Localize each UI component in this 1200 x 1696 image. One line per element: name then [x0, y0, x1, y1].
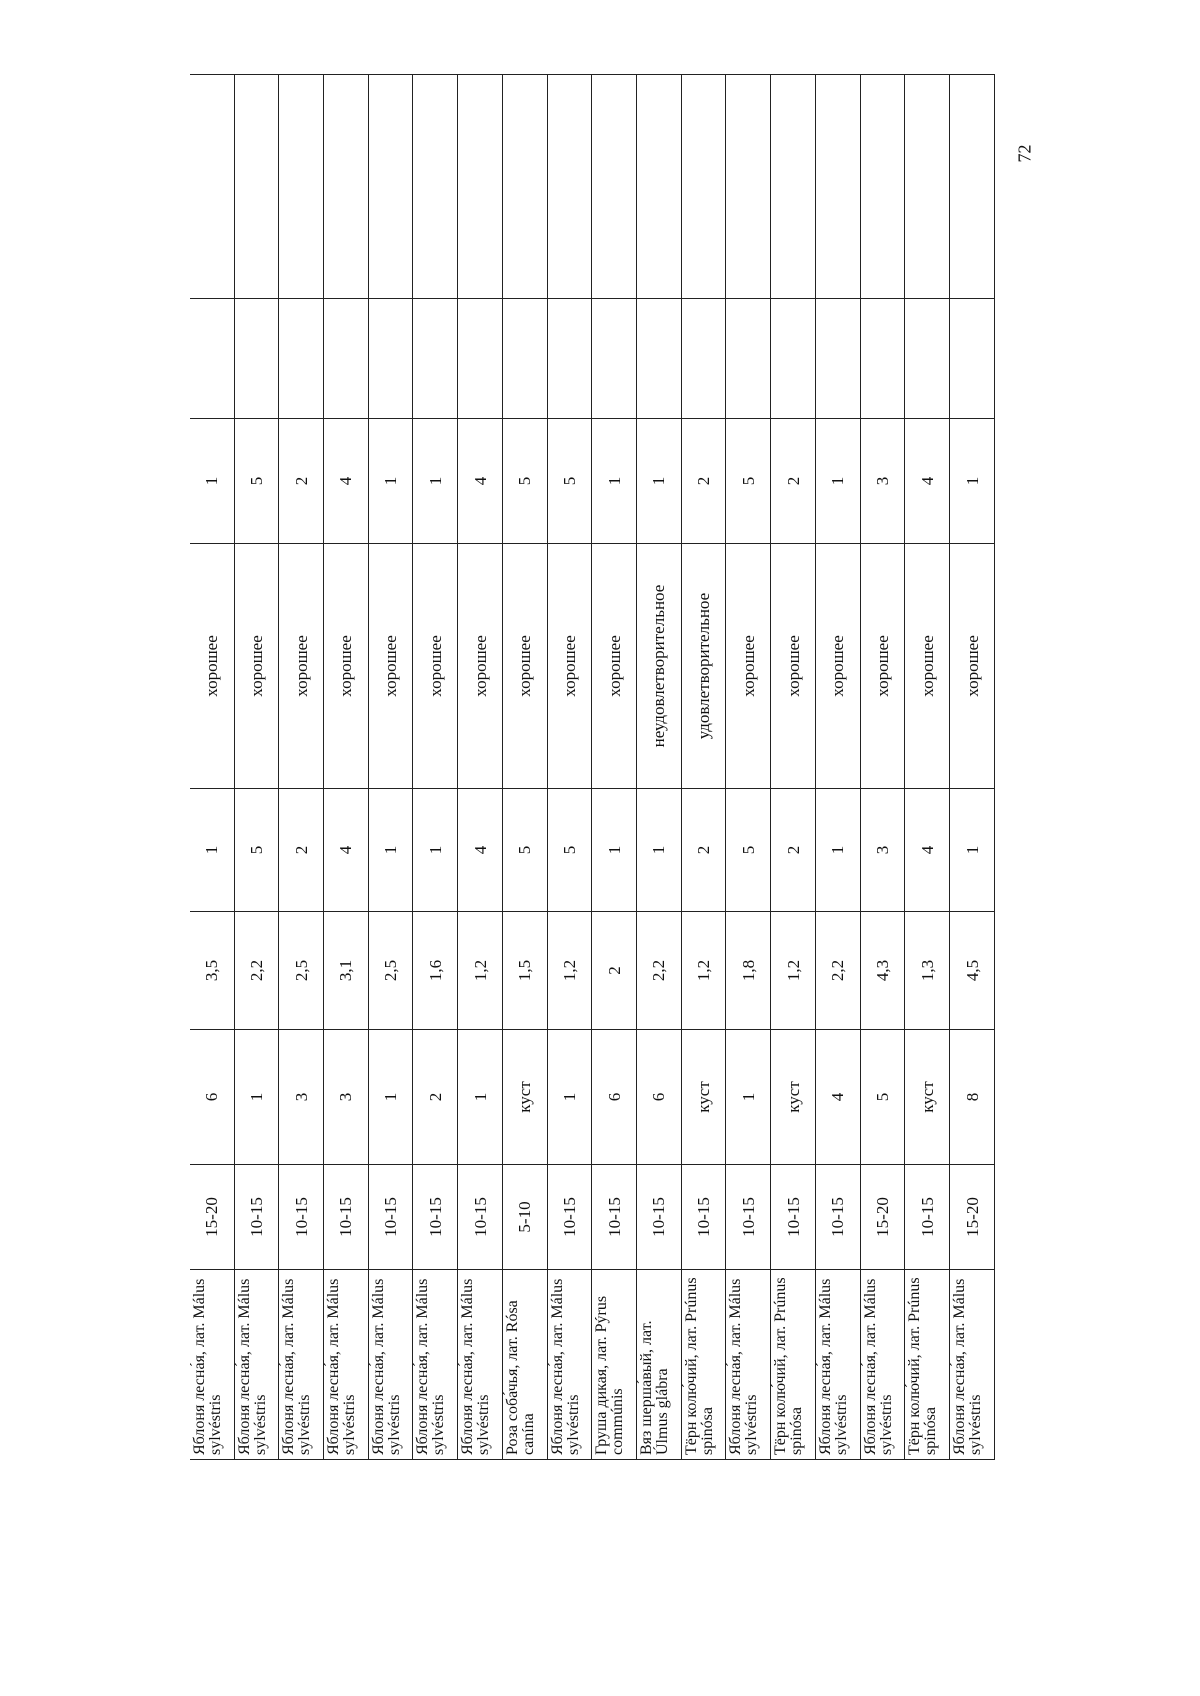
age-cell: 10-15: [547, 1165, 592, 1270]
count2-cell: 2: [279, 419, 324, 544]
count-cell: 2: [279, 789, 324, 912]
height-cell: 6: [592, 1030, 637, 1165]
empty-cell: [637, 75, 682, 299]
age-cell: 10-15: [905, 1165, 950, 1270]
empty-cell: [950, 299, 995, 419]
count2-cell: 1: [637, 419, 682, 544]
species-cell: Яблоня лесна́я, лат. Málus sylvéstris: [950, 1270, 995, 1460]
diameter-cell: 1,3: [905, 912, 950, 1030]
height-cell: куст: [681, 1030, 726, 1165]
species-cell: Роза соба́чья, лат. Rósa canína: [502, 1270, 547, 1460]
table-row: [950, 75, 995, 1460]
empty-cell: [413, 299, 458, 419]
age-cell: 10-15: [726, 1165, 771, 1270]
table-row: [815, 75, 860, 1460]
condition-cell: хорошее: [547, 544, 592, 789]
count-cell: 3: [860, 789, 905, 912]
age-cell: 15-20: [860, 1165, 905, 1270]
empty-cell: [950, 75, 995, 299]
table-row: [547, 75, 592, 1460]
count2-cell: 5: [234, 419, 279, 544]
count2-cell: 1: [190, 419, 234, 544]
count2-cell: 1: [815, 419, 860, 544]
table-row: [592, 75, 637, 1460]
empty-cell: [771, 299, 816, 419]
table-row: [637, 75, 682, 1460]
height-cell: куст: [905, 1030, 950, 1165]
empty-cell: [905, 299, 950, 419]
count2-cell: 5: [547, 419, 592, 544]
count2-cell: 1: [950, 419, 995, 544]
species-cell: Яблоня лесна́я, лат. Málus sylvéstris: [279, 1270, 324, 1460]
page-number: 72: [1014, 144, 1035, 163]
diameter-cell: 2,2: [815, 912, 860, 1030]
age-cell: 15-20: [190, 1165, 234, 1270]
count-cell: 5: [726, 789, 771, 912]
height-cell: 2: [413, 1030, 458, 1165]
table-row: [234, 75, 279, 1460]
empty-cell: [190, 299, 234, 419]
height-cell: 3: [324, 1030, 369, 1165]
count-cell: 1: [637, 789, 682, 912]
empty-cell: [547, 299, 592, 419]
count-cell: 5: [234, 789, 279, 912]
count-cell: 5: [502, 789, 547, 912]
count-cell: 1: [950, 789, 995, 912]
empty-cell: [771, 75, 816, 299]
empty-cell: [234, 299, 279, 419]
condition-cell: хорошее: [905, 544, 950, 789]
table-row: [726, 75, 771, 1460]
count2-cell: 4: [458, 419, 503, 544]
species-cell: Яблоня лесна́я, лат. Málus sylvéstris: [815, 1270, 860, 1460]
empty-cell: [413, 75, 458, 299]
count-cell: 4: [458, 789, 503, 912]
diameter-cell: 4,3: [860, 912, 905, 1030]
empty-cell: [458, 75, 503, 299]
empty-cell: [502, 75, 547, 299]
condition-cell: хорошее: [190, 544, 234, 789]
height-cell: 6: [637, 1030, 682, 1165]
species-cell: Яблоня лесна́я, лат. Málus sylvéstris: [547, 1270, 592, 1460]
table-row: [905, 75, 950, 1460]
species-cell: Тёрн колю́чий, лат. Prúnus spinósa: [681, 1270, 726, 1460]
species-cell: Яблоня лесна́я, лат. Málus sylvéstris: [413, 1270, 458, 1460]
table-row: [324, 75, 369, 1460]
species-cell: Яблоня лесна́я, лат. Málus sylvéstris: [458, 1270, 503, 1460]
diameter-cell: 1,2: [681, 912, 726, 1030]
empty-cell: [815, 75, 860, 299]
age-cell: 10-15: [279, 1165, 324, 1270]
empty-cell: [860, 299, 905, 419]
species-cell: Яблоня лесна́я, лат. Málus sylvéstris: [234, 1270, 279, 1460]
species-cell: Яблоня лесна́я, лат. Málus sylvéstris: [190, 1270, 234, 1460]
condition-cell: хорошее: [726, 544, 771, 789]
empty-cell: [860, 75, 905, 299]
count2-cell: 1: [368, 419, 413, 544]
empty-cell: [279, 75, 324, 299]
condition-cell: хорошее: [279, 544, 324, 789]
height-cell: 1: [547, 1030, 592, 1165]
empty-cell: [324, 75, 369, 299]
age-cell: 10-15: [815, 1165, 860, 1270]
height-cell: 1: [458, 1030, 503, 1165]
condition-cell: неудовлетворительное: [637, 544, 682, 789]
height-cell: 6: [190, 1030, 234, 1165]
count2-cell: 2: [771, 419, 816, 544]
species-cell: Яблоня лесна́я, лат. Málus sylvéstris: [324, 1270, 369, 1460]
count-cell: 1: [368, 789, 413, 912]
table-row: [860, 75, 905, 1460]
count2-cell: 3: [860, 419, 905, 544]
diameter-cell: 2,2: [234, 912, 279, 1030]
count-cell: 5: [547, 789, 592, 912]
diameter-cell: 1,2: [771, 912, 816, 1030]
height-cell: 3: [279, 1030, 324, 1165]
condition-cell: хорошее: [502, 544, 547, 789]
age-cell: 10-15: [368, 1165, 413, 1270]
table-row: [190, 75, 234, 1460]
height-cell: куст: [771, 1030, 816, 1165]
diameter-cell: 4,5: [950, 912, 995, 1030]
age-cell: 5-10: [502, 1165, 547, 1270]
count-cell: 1: [815, 789, 860, 912]
count-cell: 1: [592, 789, 637, 912]
condition-cell: хорошее: [413, 544, 458, 789]
rotated-page-content: [190, 75, 995, 1460]
diameter-cell: 3,5: [190, 912, 234, 1030]
diameter-cell: 3,1: [324, 912, 369, 1030]
condition-cell: хорошее: [324, 544, 369, 789]
species-cell: Вяз шерша́вый, лат. Úlmus glábra: [637, 1270, 682, 1460]
age-cell: 10-15: [681, 1165, 726, 1270]
empty-cell: [905, 75, 950, 299]
count2-cell: 2: [681, 419, 726, 544]
species-cell: Тёрн колю́чий, лат. Prúnus spinósa: [771, 1270, 816, 1460]
empty-cell: [681, 75, 726, 299]
diameter-cell: 1,5: [502, 912, 547, 1030]
age-cell: 10-15: [458, 1165, 503, 1270]
empty-cell: [324, 299, 369, 419]
count2-cell: 4: [324, 419, 369, 544]
age-cell: 15-20: [950, 1165, 995, 1270]
age-cell: 10-15: [413, 1165, 458, 1270]
height-cell: 1: [368, 1030, 413, 1165]
empty-cell: [368, 75, 413, 299]
condition-cell: хорошее: [234, 544, 279, 789]
condition-cell: хорошее: [368, 544, 413, 789]
table-row: [681, 75, 726, 1460]
table-row: [368, 75, 413, 1460]
empty-cell: [458, 299, 503, 419]
table-row: [502, 75, 547, 1460]
empty-cell: [592, 299, 637, 419]
condition-cell: хорошее: [950, 544, 995, 789]
empty-cell: [726, 75, 771, 299]
count2-cell: 5: [726, 419, 771, 544]
age-cell: 10-15: [324, 1165, 369, 1270]
height-cell: 8: [950, 1030, 995, 1165]
age-cell: 10-15: [234, 1165, 279, 1270]
diameter-cell: 1,8: [726, 912, 771, 1030]
species-cell: Груша дикая, лат. Pýrus commúnis: [592, 1270, 637, 1460]
height-cell: 4: [815, 1030, 860, 1165]
species-cell: Яблоня лесна́я, лат. Málus sylvéstris: [368, 1270, 413, 1460]
empty-cell: [547, 75, 592, 299]
empty-cell: [681, 299, 726, 419]
diameter-cell: 1,6: [413, 912, 458, 1030]
count2-cell: 1: [592, 419, 637, 544]
condition-cell: удовлетворительное: [681, 544, 726, 789]
height-cell: 5: [860, 1030, 905, 1165]
height-cell: 1: [234, 1030, 279, 1165]
diameter-cell: 2: [592, 912, 637, 1030]
height-cell: куст: [502, 1030, 547, 1165]
condition-cell: хорошее: [771, 544, 816, 789]
empty-cell: [190, 75, 234, 299]
diameter-cell: 1,2: [458, 912, 503, 1030]
condition-cell: хорошее: [815, 544, 860, 789]
table-row: [771, 75, 816, 1460]
count-cell: 1: [413, 789, 458, 912]
empty-cell: [279, 299, 324, 419]
count-cell: 2: [681, 789, 726, 912]
condition-cell: хорошее: [860, 544, 905, 789]
empty-cell: [368, 299, 413, 419]
count-cell: 4: [324, 789, 369, 912]
table-row: [279, 75, 324, 1460]
table-row: [413, 75, 458, 1460]
age-cell: 10-15: [637, 1165, 682, 1270]
species-cell: Яблоня лесна́я, лат. Málus sylvéstris: [860, 1270, 905, 1460]
species-cell: Яблоня лесна́я, лат. Málus sylvéstris: [726, 1270, 771, 1460]
count2-cell: 1: [413, 419, 458, 544]
condition-cell: хорошее: [592, 544, 637, 789]
empty-cell: [637, 299, 682, 419]
empty-cell: [502, 299, 547, 419]
condition-cell: хорошее: [458, 544, 503, 789]
age-cell: 10-15: [771, 1165, 816, 1270]
diameter-cell: 2,2: [637, 912, 682, 1030]
tree-inventory-table: [190, 74, 995, 1460]
count2-cell: 4: [905, 419, 950, 544]
empty-cell: [234, 75, 279, 299]
age-cell: 10-15: [592, 1165, 637, 1270]
count-cell: 2: [771, 789, 816, 912]
empty-cell: [592, 75, 637, 299]
empty-cell: [815, 299, 860, 419]
height-cell: 1: [726, 1030, 771, 1165]
count-cell: 4: [905, 789, 950, 912]
count2-cell: 5: [502, 419, 547, 544]
diameter-cell: 2,5: [279, 912, 324, 1030]
diameter-cell: 1,2: [547, 912, 592, 1030]
diameter-cell: 2,5: [368, 912, 413, 1030]
table-row: [458, 75, 503, 1460]
species-cell: Тёрн колю́чий, лат. Prúnus spinósa: [905, 1270, 950, 1460]
count-cell: 1: [190, 789, 234, 912]
empty-cell: [726, 299, 771, 419]
